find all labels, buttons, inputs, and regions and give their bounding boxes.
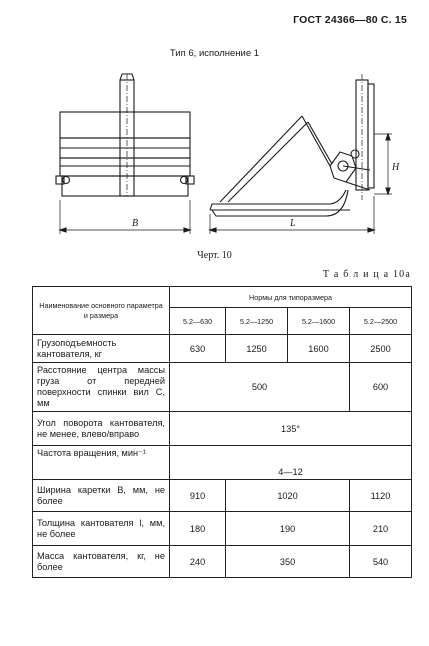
- size-header: 5.2—2500: [350, 308, 412, 335]
- row-value: 540: [350, 546, 412, 578]
- row-label: Угол поворота кантователя, не менее, влево/вправо: [33, 412, 170, 446]
- table-row: [33, 335, 412, 363]
- table-row: [33, 546, 412, 578]
- table-row: [33, 446, 412, 480]
- row-value: 190: [226, 512, 350, 546]
- row-value: 2500: [350, 335, 412, 363]
- label-l: L: [290, 218, 296, 229]
- row-label: Расстояние центра массы груза от передней поверхности спинки вил С, мм: [33, 363, 170, 412]
- row-value: 135°: [170, 412, 412, 446]
- figure-caption: Черт. 10: [197, 250, 232, 261]
- size-header: 5.2—630: [170, 308, 226, 335]
- row-value: 500: [170, 363, 350, 412]
- row-value: 600: [350, 363, 412, 412]
- row-label: Ширина каретки В, мм, не более: [33, 480, 170, 512]
- table-row: [33, 512, 412, 546]
- size-header: 5.2—1600: [288, 308, 350, 335]
- parameter-table: [32, 286, 412, 578]
- table-header-row: [33, 287, 412, 308]
- row-value: 1120: [350, 480, 412, 512]
- table-title: Т а б л и ц а 10а: [322, 269, 411, 280]
- size-header: 5.2—1250: [226, 308, 288, 335]
- table-row: [33, 412, 412, 446]
- label-h: H: [392, 162, 400, 173]
- row-label: Толщина кантователя l, мм, не более: [33, 512, 170, 546]
- row-value: 910: [170, 480, 226, 512]
- row-value: 1020: [226, 480, 350, 512]
- drawing-subtitle: Тип 6, исполнение 1: [169, 48, 260, 59]
- table-row: [33, 480, 412, 512]
- label-b: B: [132, 218, 139, 229]
- row-value: 180: [170, 512, 226, 546]
- row-label: Масса кантователя, кг, не более: [33, 546, 170, 578]
- row-label: Грузоподъемность кантователя, кг: [33, 335, 170, 363]
- row-value: 240: [170, 546, 226, 578]
- row-value: 210: [350, 512, 412, 546]
- row-value: 1250: [226, 335, 288, 363]
- row-value: 350: [226, 546, 350, 578]
- param-column-header: Наименование основного параметра и размера: [33, 287, 170, 335]
- page-header: ГОСТ 24366—80 С. 15: [293, 14, 407, 26]
- norms-column-header: Нормы для типоразмера: [170, 287, 412, 308]
- row-value: 1600: [288, 335, 350, 363]
- row-value: 4—12: [170, 446, 412, 480]
- row-label: Частота вращения, мин⁻¹: [33, 446, 170, 480]
- technical-drawing: [40, 70, 400, 245]
- table-row: [33, 363, 412, 412]
- row-value: 630: [170, 335, 226, 363]
